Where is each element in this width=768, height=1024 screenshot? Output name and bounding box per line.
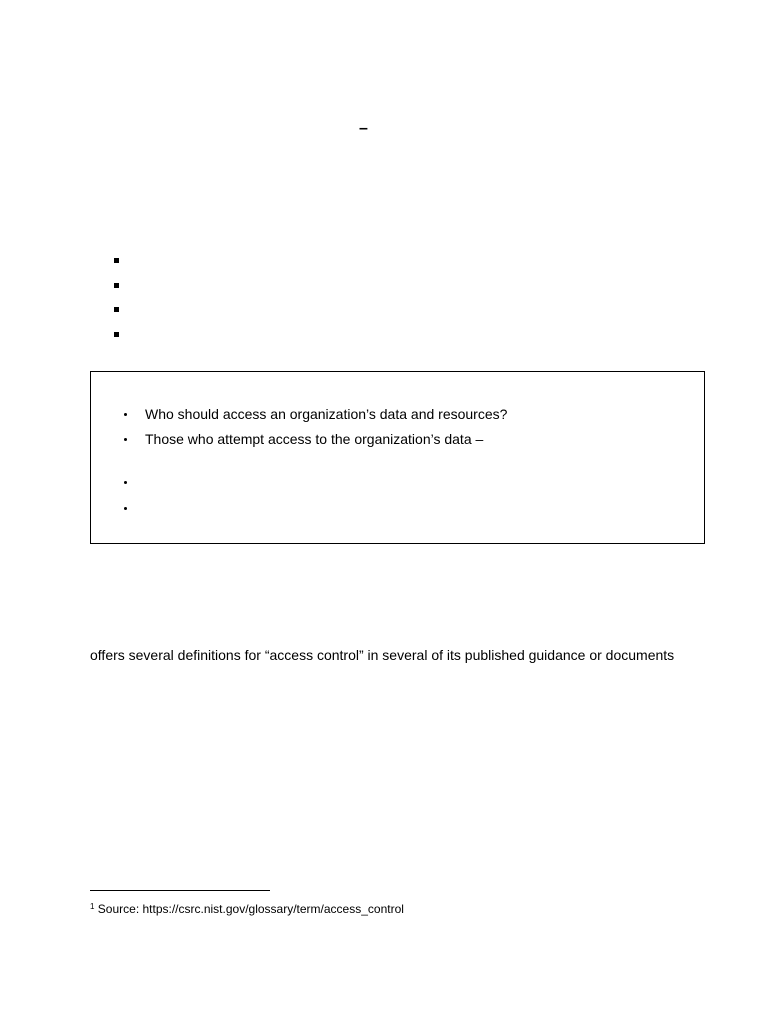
square-bullet-icon [114, 283, 119, 288]
square-bullet-icon [114, 258, 119, 263]
box-item-text: Those who attempt access to the organization’s data – [145, 431, 484, 447]
square-bullet-icon [114, 307, 119, 312]
footnote-text: Source: https://csrc.nist.gov/glossary/term/access_control [97, 902, 404, 916]
square-bullet-icon [114, 332, 119, 337]
body-paragraph: offers several definitions for “access control” in several of its published guidance or documents [90, 647, 675, 663]
bullet-icon [124, 481, 127, 484]
footnote-separator [90, 890, 270, 891]
heading-dash: – [359, 120, 368, 137]
bullet-icon [124, 507, 127, 510]
bullet-icon [124, 438, 127, 441]
footnote-marker: 1 [90, 902, 95, 911]
bordered-text-box [90, 371, 705, 544]
box-item-text: Who should access an organization’s data and resources? [145, 406, 508, 422]
bullet-icon [124, 413, 127, 416]
footnote [90, 900, 404, 916]
